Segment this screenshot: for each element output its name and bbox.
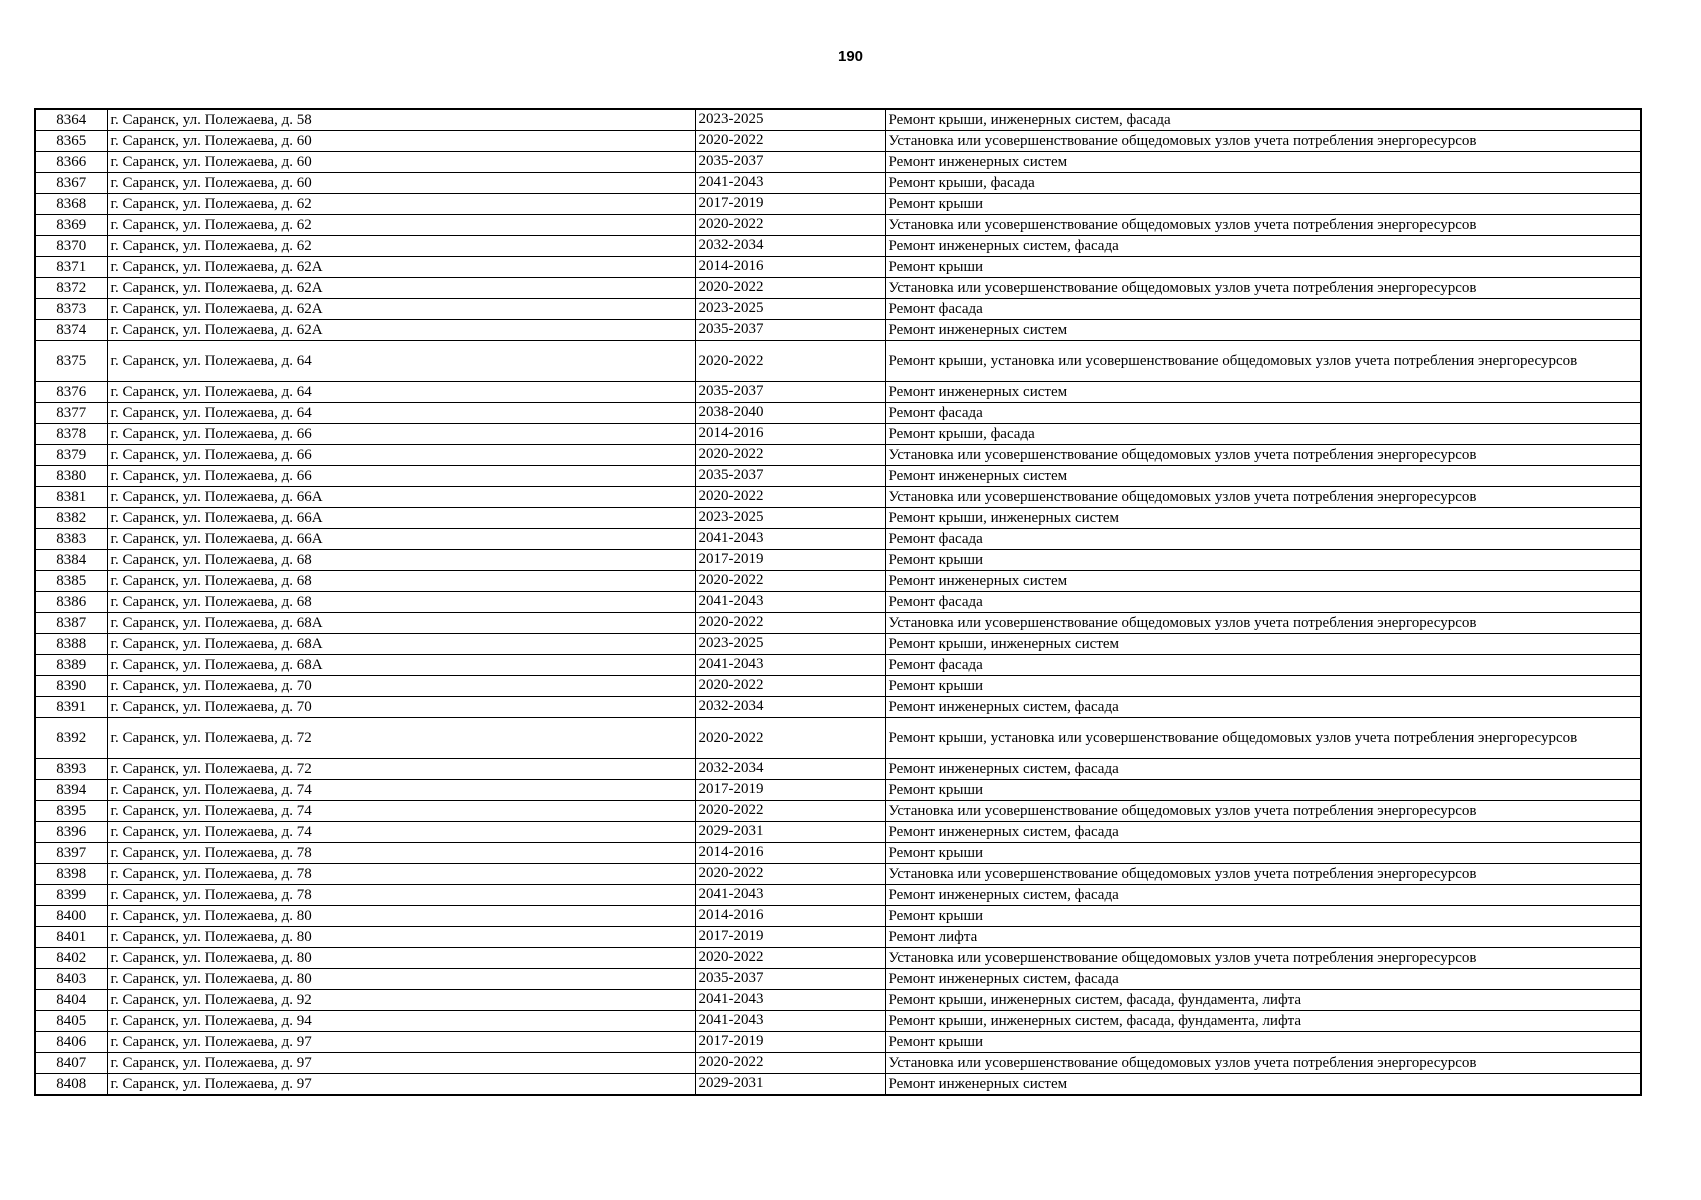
table-row [35, 634, 1641, 655]
row-number-cell: 8378 [35, 424, 107, 445]
table-row [35, 173, 1641, 194]
row-number-cell: 8398 [35, 864, 107, 885]
address-cell: г. Саранск, ул. Полежаева, д. 62А [107, 320, 695, 341]
row-number-cell: 8371 [35, 257, 107, 278]
address-cell: г. Саранск, ул. Полежаева, д. 68 [107, 592, 695, 613]
address-cell: г. Саранск, ул. Полежаева, д. 62А [107, 299, 695, 320]
address-cell: г. Саранск, ул. Полежаева, д. 78 [107, 864, 695, 885]
period-cell: 2032-2034 [695, 697, 885, 718]
table-row [35, 382, 1641, 403]
row-number-cell: 8389 [35, 655, 107, 676]
row-number-cell: 8385 [35, 571, 107, 592]
work-type-cell: Установка или усовершенствование общедомовых узлов учета потребления энергоресурсов [885, 613, 1641, 634]
work-type-cell: Ремонт инженерных систем [885, 1074, 1641, 1096]
work-type-cell: Ремонт крыши, инженерных систем, фасада, фундамента, лифта [885, 990, 1641, 1011]
period-cell: 2041-2043 [695, 173, 885, 194]
table-row [35, 1011, 1641, 1032]
period-cell: 2041-2043 [695, 885, 885, 906]
address-cell: г. Саранск, ул. Полежаева, д. 64 [107, 341, 695, 382]
table-row [35, 822, 1641, 843]
address-cell: г. Саранск, ул. Полежаева, д. 64 [107, 403, 695, 424]
table-row [35, 152, 1641, 173]
period-cell: 2035-2037 [695, 466, 885, 487]
table-row [35, 571, 1641, 592]
work-type-cell: Ремонт инженерных систем, фасада [885, 885, 1641, 906]
row-number-cell: 8364 [35, 109, 107, 131]
work-type-cell: Ремонт фасада [885, 655, 1641, 676]
row-number-cell: 8400 [35, 906, 107, 927]
row-number-cell: 8375 [35, 341, 107, 382]
period-cell: 2023-2025 [695, 508, 885, 529]
table-row [35, 718, 1641, 759]
address-cell: г. Саранск, ул. Полежаева, д. 62А [107, 278, 695, 299]
row-number-cell: 8392 [35, 718, 107, 759]
address-cell: г. Саранск, ул. Полежаева, д. 66 [107, 424, 695, 445]
row-number-cell: 8387 [35, 613, 107, 634]
period-cell: 2029-2031 [695, 822, 885, 843]
period-cell: 2032-2034 [695, 236, 885, 257]
address-cell: г. Саранск, ул. Полежаева, д. 74 [107, 822, 695, 843]
table-row [35, 864, 1641, 885]
work-type-cell: Ремонт инженерных систем [885, 320, 1641, 341]
period-cell: 2041-2043 [695, 529, 885, 550]
row-number-cell: 8401 [35, 927, 107, 948]
row-number-cell: 8407 [35, 1053, 107, 1074]
address-cell: г. Саранск, ул. Полежаева, д. 66А [107, 508, 695, 529]
work-type-cell: Ремонт фасада [885, 529, 1641, 550]
work-type-cell: Ремонт лифта [885, 927, 1641, 948]
row-number-cell: 8399 [35, 885, 107, 906]
work-type-cell: Ремонт инженерных систем, фасада [885, 822, 1641, 843]
table-row [35, 655, 1641, 676]
address-cell: г. Саранск, ул. Полежаева, д. 72 [107, 759, 695, 780]
work-type-cell: Установка или усовершенствование общедомовых узлов учета потребления энергоресурсов [885, 864, 1641, 885]
period-cell: 2029-2031 [695, 1074, 885, 1096]
period-cell: 2035-2037 [695, 382, 885, 403]
period-cell: 2017-2019 [695, 194, 885, 215]
table-row [35, 320, 1641, 341]
period-cell: 2020-2022 [695, 613, 885, 634]
address-cell: г. Саранск, ул. Полежаева, д. 62А [107, 257, 695, 278]
address-cell: г. Саранск, ул. Полежаева, д. 68 [107, 571, 695, 592]
row-number-cell: 8382 [35, 508, 107, 529]
work-type-cell: Ремонт крыши [885, 780, 1641, 801]
period-cell: 2020-2022 [695, 215, 885, 236]
table-row [35, 613, 1641, 634]
work-type-cell: Ремонт инженерных систем [885, 152, 1641, 173]
work-type-cell: Установка или усовершенствование общедомовых узлов учета потребления энергоресурсов [885, 131, 1641, 152]
table-row [35, 194, 1641, 215]
work-type-cell: Ремонт крыши, инженерных систем, фасада, фундамента, лифта [885, 1011, 1641, 1032]
work-type-cell: Ремонт крыши [885, 843, 1641, 864]
table-row [35, 1053, 1641, 1074]
work-type-cell: Установка или усовершенствование общедомовых узлов учета потребления энергоресурсов [885, 445, 1641, 466]
address-cell: г. Саранск, ул. Полежаева, д. 78 [107, 843, 695, 864]
row-number-cell: 8365 [35, 131, 107, 152]
row-number-cell: 8381 [35, 487, 107, 508]
address-cell: г. Саранск, ул. Полежаева, д. 66А [107, 487, 695, 508]
period-cell: 2020-2022 [695, 131, 885, 152]
period-cell: 2020-2022 [695, 341, 885, 382]
period-cell: 2020-2022 [695, 676, 885, 697]
table-row [35, 278, 1641, 299]
row-number-cell: 8377 [35, 403, 107, 424]
table-row [35, 299, 1641, 320]
work-type-cell: Ремонт крыши, фасада [885, 173, 1641, 194]
table-row [35, 969, 1641, 990]
row-number-cell: 8388 [35, 634, 107, 655]
row-number-cell: 8379 [35, 445, 107, 466]
address-cell: г. Саранск, ул. Полежаева, д. 60 [107, 131, 695, 152]
work-type-cell: Установка или усовершенствование общедомовых узлов учета потребления энергоресурсов [885, 278, 1641, 299]
table-row [35, 550, 1641, 571]
address-cell: г. Саранск, ул. Полежаева, д. 74 [107, 801, 695, 822]
work-type-cell: Ремонт инженерных систем [885, 466, 1641, 487]
work-type-cell: Ремонт крыши [885, 257, 1641, 278]
work-type-cell: Ремонт крыши [885, 1032, 1641, 1053]
work-type-cell: Ремонт инженерных систем, фасада [885, 759, 1641, 780]
row-number-cell: 8366 [35, 152, 107, 173]
address-cell: г. Саранск, ул. Полежаева, д. 68 [107, 550, 695, 571]
period-cell: 2020-2022 [695, 1053, 885, 1074]
row-number-cell: 8384 [35, 550, 107, 571]
period-cell: 2041-2043 [695, 655, 885, 676]
table-row [35, 131, 1641, 152]
table-row [35, 215, 1641, 236]
work-type-cell: Ремонт крыши [885, 194, 1641, 215]
period-cell: 2014-2016 [695, 843, 885, 864]
row-number-cell: 8404 [35, 990, 107, 1011]
work-type-cell: Ремонт крыши [885, 676, 1641, 697]
work-type-cell: Ремонт фасада [885, 403, 1641, 424]
table-row [35, 592, 1641, 613]
row-number-cell: 8372 [35, 278, 107, 299]
work-type-cell: Установка или усовершенствование общедомовых узлов учета потребления энергоресурсов [885, 487, 1641, 508]
table-row [35, 843, 1641, 864]
period-cell: 2035-2037 [695, 969, 885, 990]
period-cell: 2014-2016 [695, 906, 885, 927]
address-cell: г. Саранск, ул. Полежаева, д. 72 [107, 718, 695, 759]
address-cell: г. Саранск, ул. Полежаева, д. 97 [107, 1074, 695, 1096]
row-number-cell: 8408 [35, 1074, 107, 1096]
address-cell: г. Саранск, ул. Полежаева, д. 66 [107, 445, 695, 466]
period-cell: 2017-2019 [695, 550, 885, 571]
work-type-cell: Установка или усовершенствование общедомовых узлов учета потребления энергоресурсов [885, 801, 1641, 822]
period-cell: 2014-2016 [695, 424, 885, 445]
period-cell: 2041-2043 [695, 1011, 885, 1032]
row-number-cell: 8396 [35, 822, 107, 843]
table-row [35, 508, 1641, 529]
table-row [35, 109, 1641, 131]
table-row [35, 759, 1641, 780]
row-number-cell: 8395 [35, 801, 107, 822]
address-cell: г. Саранск, ул. Полежаева, д. 74 [107, 780, 695, 801]
table-row [35, 487, 1641, 508]
address-cell: г. Саранск, ул. Полежаева, д. 80 [107, 906, 695, 927]
table-row [35, 948, 1641, 969]
work-type-cell: Ремонт крыши, инженерных систем [885, 508, 1641, 529]
row-number-cell: 8383 [35, 529, 107, 550]
period-cell: 2020-2022 [695, 948, 885, 969]
address-cell: г. Саранск, ул. Полежаева, д. 97 [107, 1032, 695, 1053]
period-cell: 2035-2037 [695, 320, 885, 341]
page-number: 190 [837, 48, 864, 65]
row-number-cell: 8405 [35, 1011, 107, 1032]
work-type-cell: Ремонт инженерных систем, фасада [885, 969, 1641, 990]
period-cell: 2017-2019 [695, 927, 885, 948]
row-number-cell: 8376 [35, 382, 107, 403]
address-cell: г. Саранск, ул. Полежаева, д. 60 [107, 152, 695, 173]
row-number-cell: 8380 [35, 466, 107, 487]
period-cell: 2041-2043 [695, 990, 885, 1011]
work-type-cell: Ремонт крыши, инженерных систем, фасада [885, 109, 1641, 131]
row-number-cell: 8390 [35, 676, 107, 697]
table-row [35, 1074, 1641, 1096]
address-cell: г. Саранск, ул. Полежаева, д. 70 [107, 676, 695, 697]
address-cell: г. Саранск, ул. Полежаева, д. 92 [107, 990, 695, 1011]
period-cell: 2038-2040 [695, 403, 885, 424]
work-type-cell: Ремонт крыши, установка или усовершенствование общедомовых узлов учета потребления энергоресурсов [885, 341, 1641, 382]
period-cell: 2041-2043 [695, 592, 885, 613]
row-number-cell: 8386 [35, 592, 107, 613]
period-cell: 2023-2025 [695, 109, 885, 131]
address-cell: г. Саранск, ул. Полежаева, д. 78 [107, 885, 695, 906]
work-type-cell: Ремонт крыши [885, 906, 1641, 927]
address-cell: г. Саранск, ул. Полежаева, д. 80 [107, 969, 695, 990]
address-cell: г. Саранск, ул. Полежаева, д. 70 [107, 697, 695, 718]
row-number-cell: 8367 [35, 173, 107, 194]
row-number-cell: 8402 [35, 948, 107, 969]
period-cell: 2020-2022 [695, 718, 885, 759]
repair-schedule-table [34, 108, 1642, 1096]
work-type-cell: Ремонт инженерных систем, фасада [885, 697, 1641, 718]
table-row [35, 927, 1641, 948]
period-cell: 2017-2019 [695, 780, 885, 801]
table-row [35, 780, 1641, 801]
table-row [35, 697, 1641, 718]
row-number-cell: 8368 [35, 194, 107, 215]
address-cell: г. Саранск, ул. Полежаева, д. 68А [107, 613, 695, 634]
address-cell: г. Саранск, ул. Полежаева, д. 62 [107, 194, 695, 215]
address-cell: г. Саранск, ул. Полежаева, д. 80 [107, 927, 695, 948]
period-cell: 2035-2037 [695, 152, 885, 173]
period-cell: 2032-2034 [695, 759, 885, 780]
table-row [35, 236, 1641, 257]
address-cell: г. Саранск, ул. Полежаева, д. 80 [107, 948, 695, 969]
table-row [35, 403, 1641, 424]
work-type-cell: Ремонт крыши, установка или усовершенствование общедомовых узлов учета потребления энергоресурсов [885, 718, 1641, 759]
table-row [35, 885, 1641, 906]
period-cell: 2020-2022 [695, 487, 885, 508]
work-type-cell: Ремонт инженерных систем, фасада [885, 236, 1641, 257]
row-number-cell: 8369 [35, 215, 107, 236]
address-cell: г. Саранск, ул. Полежаева, д. 62 [107, 236, 695, 257]
row-number-cell: 8406 [35, 1032, 107, 1053]
period-cell: 2023-2025 [695, 634, 885, 655]
row-number-cell: 8391 [35, 697, 107, 718]
row-number-cell: 8393 [35, 759, 107, 780]
table-row [35, 445, 1641, 466]
table-row [35, 1032, 1641, 1053]
work-type-cell: Ремонт крыши [885, 550, 1641, 571]
work-type-cell: Ремонт крыши, фасада [885, 424, 1641, 445]
work-type-cell: Установка или усовершенствование общедомовых узлов учета потребления энергоресурсов [885, 948, 1641, 969]
period-cell: 2014-2016 [695, 257, 885, 278]
address-cell: г. Саранск, ул. Полежаева, д. 66 [107, 466, 695, 487]
table-row [35, 801, 1641, 822]
row-number-cell: 8373 [35, 299, 107, 320]
work-type-cell: Установка или усовершенствование общедомовых узлов учета потребления энергоресурсов [885, 1053, 1641, 1074]
period-cell: 2020-2022 [695, 801, 885, 822]
work-type-cell: Ремонт фасада [885, 592, 1641, 613]
row-number-cell: 8370 [35, 236, 107, 257]
table-row [35, 466, 1641, 487]
address-cell: г. Саранск, ул. Полежаева, д. 60 [107, 173, 695, 194]
row-number-cell: 8374 [35, 320, 107, 341]
work-type-cell: Ремонт инженерных систем [885, 382, 1641, 403]
work-type-cell: Установка или усовершенствование общедомовых узлов учета потребления энергоресурсов [885, 215, 1641, 236]
row-number-cell: 8403 [35, 969, 107, 990]
address-cell: г. Саранск, ул. Полежаева, д. 62 [107, 215, 695, 236]
address-cell: г. Саранск, ул. Полежаева, д. 66А [107, 529, 695, 550]
row-number-cell: 8394 [35, 780, 107, 801]
period-cell: 2020-2022 [695, 278, 885, 299]
work-type-cell: Ремонт крыши, инженерных систем [885, 634, 1641, 655]
period-cell: 2020-2022 [695, 864, 885, 885]
work-type-cell: Ремонт фасада [885, 299, 1641, 320]
period-cell: 2017-2019 [695, 1032, 885, 1053]
period-cell: 2020-2022 [695, 445, 885, 466]
table-row [35, 676, 1641, 697]
row-number-cell: 8397 [35, 843, 107, 864]
table-row [35, 906, 1641, 927]
period-cell: 2023-2025 [695, 299, 885, 320]
address-cell: г. Саранск, ул. Полежаева, д. 68А [107, 634, 695, 655]
table-row [35, 990, 1641, 1011]
period-cell: 2020-2022 [695, 571, 885, 592]
address-cell: г. Саранск, ул. Полежаева, д. 58 [107, 109, 695, 131]
address-cell: г. Саранск, ул. Полежаева, д. 94 [107, 1011, 695, 1032]
address-cell: г. Саранск, ул. Полежаева, д. 68А [107, 655, 695, 676]
table-row [35, 529, 1641, 550]
work-type-cell: Ремонт инженерных систем [885, 571, 1641, 592]
table-body [35, 109, 1641, 1095]
table-row [35, 424, 1641, 445]
table-row [35, 341, 1641, 382]
table-row [35, 257, 1641, 278]
address-cell: г. Саранск, ул. Полежаева, д. 97 [107, 1053, 695, 1074]
address-cell: г. Саранск, ул. Полежаева, д. 64 [107, 382, 695, 403]
